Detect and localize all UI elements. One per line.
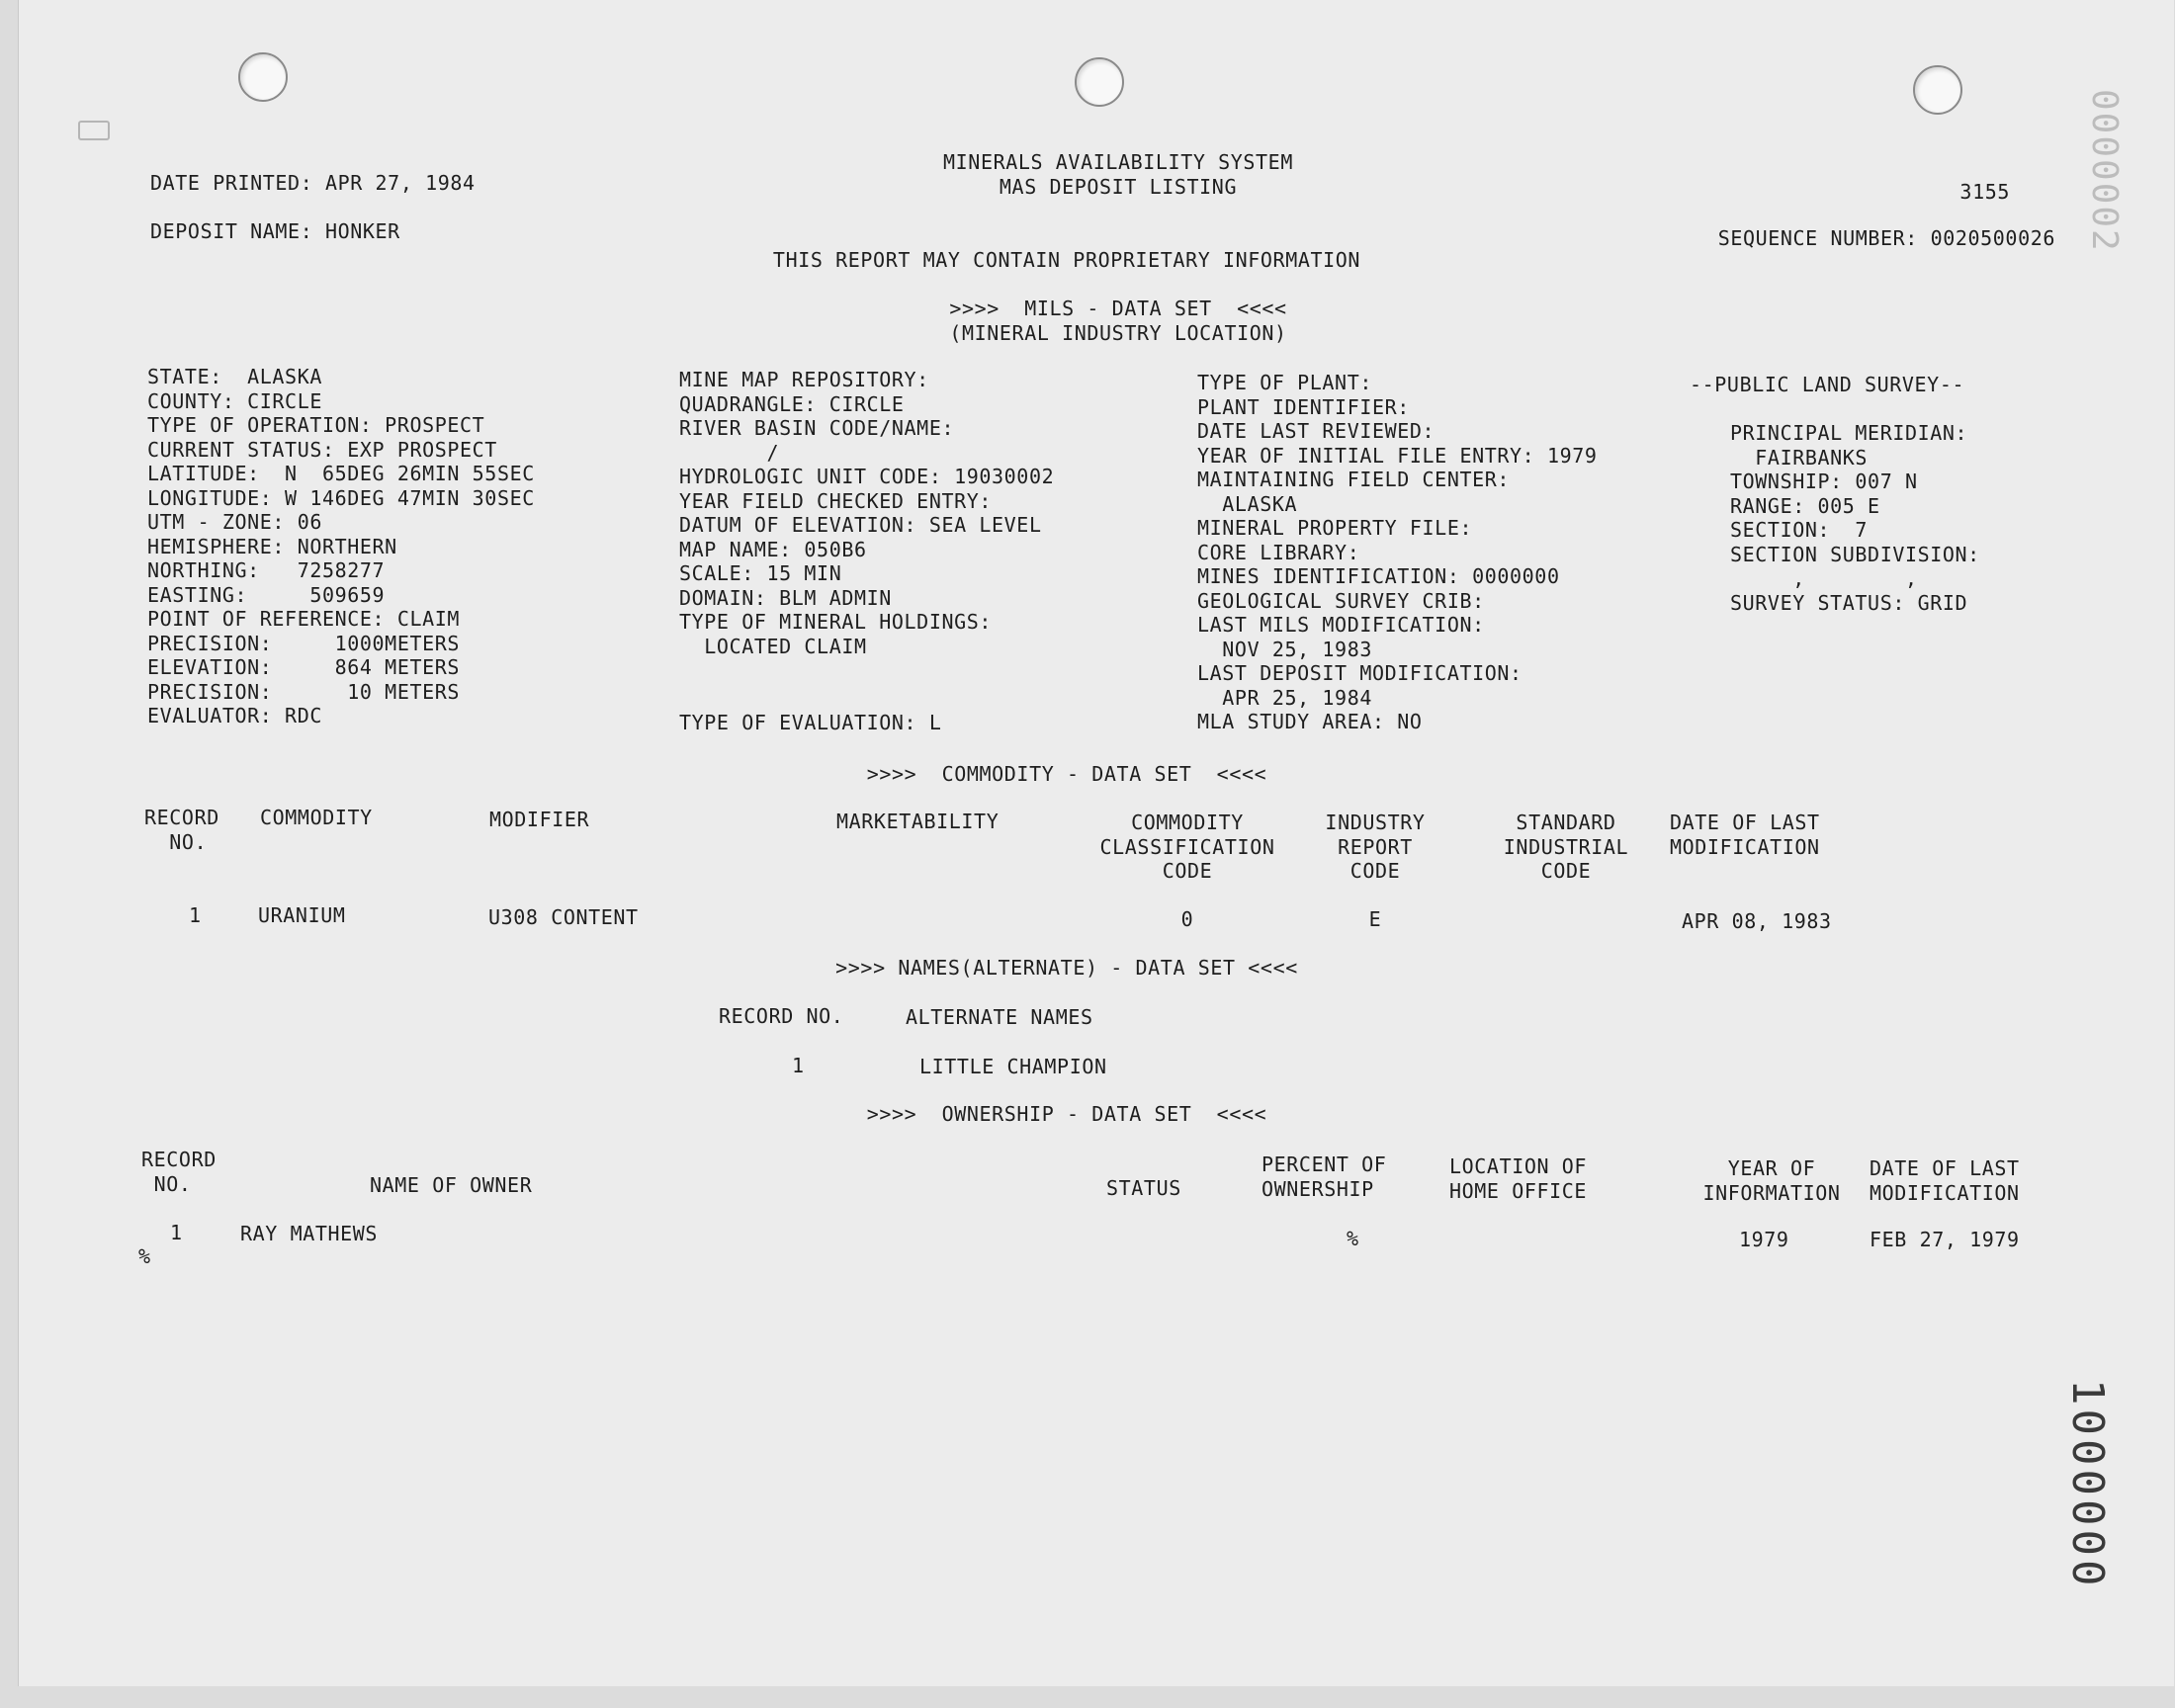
- proprietary-notice: THIS REPORT MAY CONTAIN PROPRIETARY INFORMATION: [772, 248, 1361, 272]
- commodity-industry: E: [1368, 907, 1382, 931]
- field-line: LATITUDE: N 65DEG 26MIN 55SEC: [147, 462, 535, 485]
- field-line: COUNTY: CIRCLE: [147, 388, 322, 413]
- field-line: EASTING: 509659: [147, 582, 386, 607]
- field-line: PRECISION: 1000METERS: [147, 631, 461, 655]
- field-line: YEAR FIELD CHECKED ENTRY:: [679, 488, 993, 513]
- mils-title: >>>> MILS - DATA SET <<<<: [949, 297, 1287, 320]
- field-line: SECTION SUBDIVISION:: [1730, 542, 1980, 566]
- commodity-header-marketability: MARKETABILITY: [836, 810, 1000, 833]
- ownership-percent: %: [1347, 1227, 1359, 1250]
- field-line: HYDROLOGIC UNIT CODE: 19030002: [679, 465, 1055, 488]
- top-right-stamp: 0000002: [2084, 89, 2125, 253]
- date-printed: DATE PRINTED: APR 27, 1984: [150, 171, 476, 195]
- field-line: LAST DEPOSIT MODIFICATION:: [1197, 661, 1522, 685]
- field-line: PLANT IDENTIFIER:: [1197, 394, 1410, 419]
- report-page: [18, 0, 2174, 1686]
- field-line: NORTHING: 7258277: [147, 558, 386, 582]
- commodity-title: >>>> COMMODITY - DATA SET <<<<: [866, 762, 1267, 786]
- commodity-modifier: U308 CONTENT: [488, 905, 639, 929]
- names-title: >>>> NAMES(ALTERNATE) - DATA SET <<<<: [835, 956, 1298, 980]
- field-line: ELEVATION: 864 METERS: [147, 655, 461, 679]
- field-line: LOCATED CLAIM: [679, 634, 867, 658]
- field-line: TYPE OF PLANT:: [1197, 371, 1372, 394]
- corner-scribble-icon: [78, 121, 110, 140]
- punch-hole-center: [1075, 57, 1124, 107]
- field-line: MAINTAINING FIELD CENTER:: [1197, 468, 1511, 491]
- public-land-survey-title: --PUBLIC LAND SURVEY--: [1690, 373, 1965, 396]
- ownership-header-record: RECORD NO.: [141, 1148, 217, 1196]
- system-title: MINERALS AVAILABILITY SYSTEM: [943, 150, 1293, 174]
- field-line: SECTION: 7: [1730, 518, 1869, 542]
- field-line: MAP NAME: 050B6: [679, 537, 867, 561]
- ownership-header-year: YEAR OF INFORMATION: [1702, 1156, 1841, 1205]
- field-line: , ,: [1730, 566, 1918, 590]
- field-line: SURVEY STATUS: GRID: [1730, 590, 1968, 615]
- field-line: CURRENT STATUS: EXP PROSPECT: [147, 437, 497, 462]
- ownership-title: >>>> OWNERSHIP - DATA SET <<<<: [866, 1102, 1267, 1126]
- punch-hole-left: [238, 52, 288, 102]
- field-line: LONGITUDE: W 146DEG 47MIN 30SEC: [147, 485, 535, 510]
- page-number: 3155: [1959, 180, 2010, 204]
- commodity-header-commodity: COMMODITY: [260, 806, 373, 829]
- field-line: ALASKA: [1197, 491, 1298, 516]
- field-line: RIVER BASIN CODE/NAME:: [679, 416, 955, 440]
- field-line: EVALUATOR: RDC: [147, 704, 322, 727]
- commodity-header-record: RECORD NO.: [144, 806, 219, 854]
- field-line: GEOLOGICAL SURVEY CRIB:: [1197, 588, 1485, 613]
- field-line: UTM - ZONE: 06: [147, 510, 322, 534]
- field-line: MLA STUDY AREA: NO: [1197, 710, 1423, 733]
- names-record: 1: [792, 1054, 805, 1077]
- ownership-header-location: LOCATION OF HOME OFFICE: [1449, 1154, 1588, 1203]
- field-line: QUADRANGLE: CIRCLE: [679, 391, 905, 416]
- owner-name: RAY MATHEWS: [240, 1222, 379, 1245]
- sequence-number: SEQUENCE NUMBER: 0020500026: [1717, 226, 2055, 250]
- field-line: PRECISION: 10 METERS: [147, 679, 461, 704]
- deposit-name: DEPOSIT NAME: HONKER: [150, 219, 400, 243]
- commodity-header-industry: INDUSTRY REPORT CODE: [1325, 811, 1426, 883]
- field-line: FAIRBANKS: [1730, 445, 1869, 470]
- field-line: TOWNSHIP: 007 N: [1730, 470, 1918, 493]
- field-line: SCALE: 15 MIN: [679, 561, 842, 585]
- commodity-header-date: DATE OF LAST MODIFICATION: [1670, 811, 1820, 859]
- field-line: /: [679, 440, 780, 465]
- field-line: TYPE OF MINERAL HOLDINGS:: [679, 610, 993, 634]
- names-header-record: RECORD NO.: [719, 1004, 844, 1028]
- ownership-header-date: DATE OF LAST MODIFICATION: [1870, 1156, 2020, 1205]
- field-line: POINT OF REFERENCE: CLAIM: [147, 607, 461, 631]
- field-line: MINERAL PROPERTY FILE:: [1197, 516, 1473, 540]
- punch-hole-right: [1913, 65, 1962, 115]
- field-line: LAST MILS MODIFICATION:: [1197, 613, 1485, 637]
- names-header-names: ALTERNATE NAMES: [906, 1005, 1093, 1029]
- commodity-date: APR 08, 1983: [1682, 909, 1832, 933]
- bottom-right-stamp: 1000000: [2062, 1379, 2113, 1590]
- field-line: STATE: ALASKA: [147, 365, 322, 388]
- field-line: MINE MAP REPOSITORY:: [679, 368, 929, 391]
- field-line: TYPE OF OPERATION: PROSPECT: [147, 413, 485, 437]
- alternate-name: LITTLE CHAMPION: [919, 1055, 1107, 1078]
- commodity-record: 1: [189, 903, 202, 927]
- field-line: MINES IDENTIFICATION: 0000000: [1197, 564, 1560, 588]
- commodity-header-modifier: MODIFIER: [489, 808, 590, 831]
- commodity-header-standard: STANDARD INDUSTRIAL CODE: [1503, 811, 1629, 883]
- ownership-year: 1979: [1739, 1228, 1789, 1251]
- ownership-date: FEB 27, 1979: [1870, 1228, 2020, 1251]
- ownership-extra-percent: %: [138, 1244, 151, 1268]
- commodity-header-classification: COMMODITY CLASSIFICATION CODE: [1099, 811, 1275, 883]
- report-title: MAS DEPOSIT LISTING: [999, 175, 1238, 199]
- field-line: NOV 25, 1983: [1197, 637, 1372, 661]
- field-line: RANGE: 005 E: [1730, 493, 1880, 518]
- mils-subtitle: (MINERAL INDUSTRY LOCATION): [949, 321, 1287, 345]
- field-line: HEMISPHERE: NORTHERN: [147, 534, 397, 558]
- field-line: DATE LAST REVIEWED:: [1197, 419, 1436, 443]
- ownership-record: 1: [170, 1221, 183, 1244]
- field-line: DATUM OF ELEVATION: SEA LEVEL: [679, 513, 1042, 537]
- commodity-name: URANIUM: [258, 903, 346, 927]
- field-line: YEAR OF INITIAL FILE ENTRY: 1979: [1197, 443, 1598, 468]
- ownership-header-status: STATUS: [1106, 1176, 1181, 1200]
- field-line: DOMAIN: BLM ADMIN: [679, 585, 892, 610]
- type-of-evaluation: TYPE OF EVALUATION: L: [679, 711, 942, 734]
- ownership-header-name: NAME OF OWNER: [370, 1173, 533, 1197]
- commodity-classification: 0: [1180, 907, 1194, 931]
- field-line: PRINCIPAL MERIDIAN:: [1730, 421, 1968, 445]
- field-line: CORE LIBRARY:: [1197, 540, 1360, 564]
- field-line: APR 25, 1984: [1197, 685, 1372, 710]
- ownership-header-percent: PERCENT OF OWNERSHIP: [1262, 1153, 1387, 1201]
